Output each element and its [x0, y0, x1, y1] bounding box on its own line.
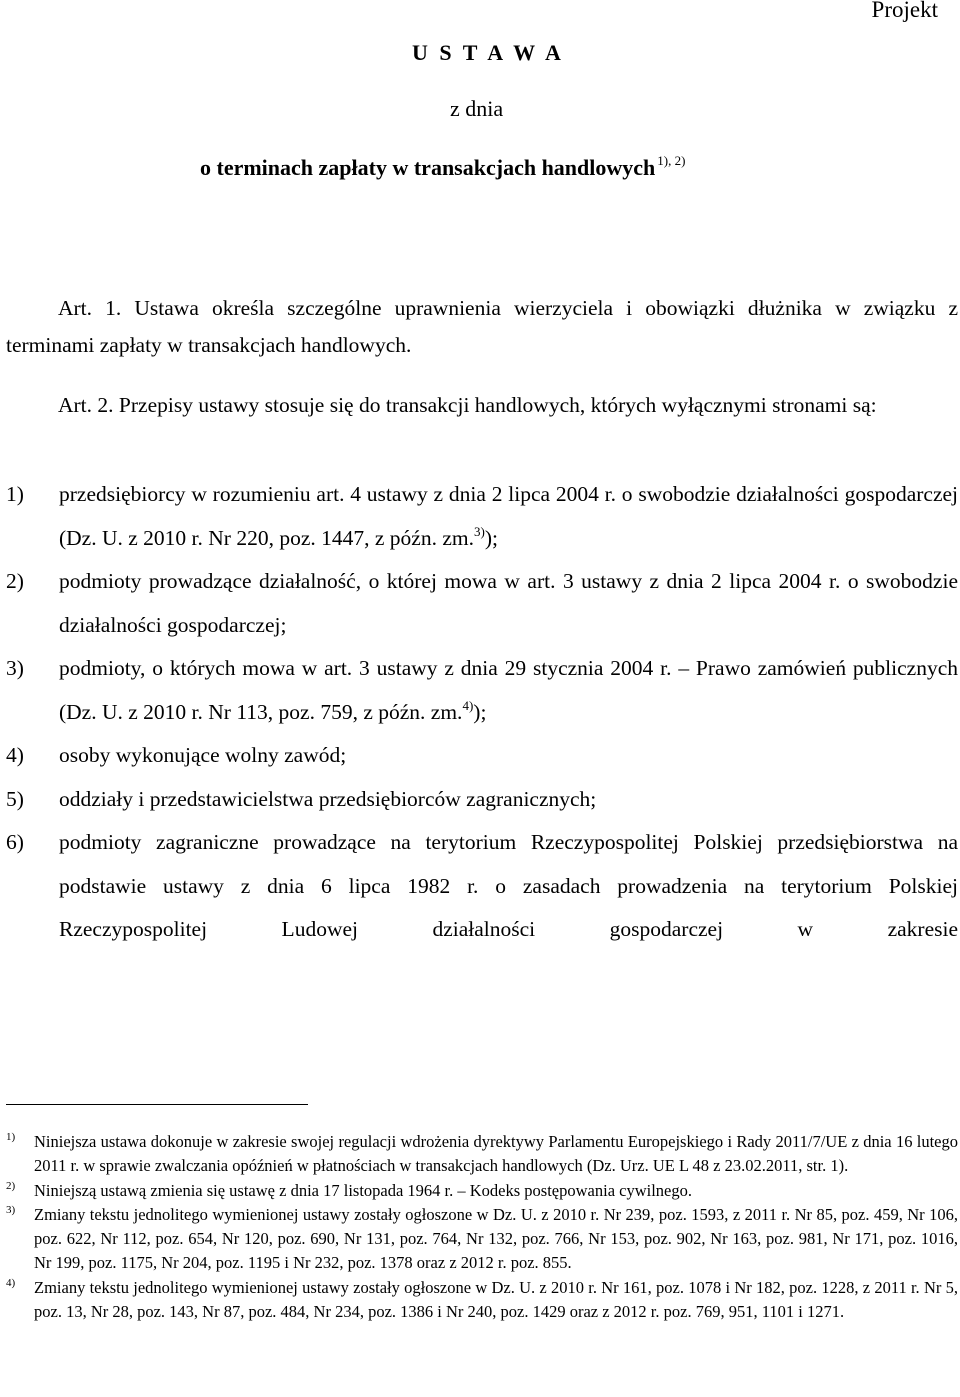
projekt-label: Projekt — [871, 0, 938, 22]
list-item-text — [59, 647, 958, 734]
subject-footnote-refs: 1), 2) — [657, 153, 686, 168]
footnotes — [6, 1130, 958, 1324]
footnote-text: Zmiany tekstu jednolitego wymienionej ustawy zostały ogłoszone w Dz. U. z 2010 r. Nr 161, poz. 1078 i Nr 182, poz. 1228, z 2011 r. Nr 5, poz. 13, Nr 28, poz. 143, Nr 87, poz. 484, Nr 234, poz. 1386 i Nr 240, poz. 1429 oraz z 2012 r. poz. 769, 951, 1101 i 1271. — [34, 1277, 958, 1322]
document-subject — [200, 153, 685, 181]
list-item-text: podmioty zagraniczne prowadzące na terytorium Rzeczypospolitej Polskiej przedsiębiorstwa na podstawie ustawy z dnia 6 lipca 1982 r. o zasadach prowadzenia na terytorium Polskiej Rzeczypospolitej Ludowej działalności gospodarczej w zakresie — [59, 830, 958, 941]
list-item — [6, 778, 958, 822]
subject-text: o terminach zapłaty w transakcjach handlowych — [200, 155, 656, 180]
list-item — [6, 473, 958, 560]
article-2-text: Art. 2. Przepisy ustawy stosuje się do transakcji handlowych, których wyłącznymi stronami są: — [58, 393, 877, 417]
list-item — [6, 734, 958, 778]
footnote-mark: 2) — [6, 1179, 16, 1192]
footnote-text: Niniejszą ustawą zmienia się ustawę z dnia 17 listopada 1964 r. – Kodeks postępowania cywilnego. — [34, 1180, 693, 1200]
footnote — [6, 1203, 958, 1276]
list-item — [6, 821, 958, 952]
list-item-text: oddziały i przedstawicielstwa przedsiębiorców zagranicznych; — [59, 786, 597, 811]
list-item-text: osoby wykonujące wolny zawód; — [59, 743, 347, 767]
list-item — [6, 560, 958, 647]
list-item-number: 1) — [6, 482, 24, 506]
footnote-ref: 3) — [473, 523, 485, 539]
article-2 — [6, 387, 958, 424]
footnote-mark: 4) — [6, 1276, 16, 1289]
list-item-number: 6) — [6, 830, 24, 854]
document-title: U S T A W A — [412, 40, 564, 65]
date-line: z dnia — [450, 96, 504, 121]
footnote-text: Niniejsza ustawa dokonuje w zakresie swojej regulacji wdrożenia dyrektywy Parlamentu Europejskiego i Rady 2011/7/UE z dnia 16 lutego 2011 r. w sprawie zwalczania opóźnień w płatnościach w transakcjach handlowych (Dz. Urz. UE L 48 z 23.02.2011, str. 1). — [34, 1132, 958, 1176]
footnote-separator — [6, 1104, 308, 1105]
list-item-text — [59, 473, 958, 560]
list-item — [6, 647, 958, 734]
list-item-number: 4) — [6, 743, 24, 767]
footnote — [6, 1130, 958, 1179]
article-2-list — [6, 473, 958, 952]
footnote — [6, 1276, 958, 1325]
list-item-body: przedsiębiorcy w rozumieniu art. 4 ustawy z dnia 2 lipca 2004 r. o swobodzie działalności gospodarczej (Dz. U. z 2010 r. Nr 220, poz. 1447, z późn. zm. — [59, 482, 958, 550]
list-item-number: 5) — [6, 786, 24, 811]
list-item-text: podmioty prowadzące działalność, o której mowa w art. 3 ustawy z dnia 2 lipca 2004 r. o swobodzie działalności gospodarczej; — [59, 569, 958, 637]
list-item-tail: ); — [473, 699, 487, 724]
list-item-number: 2) — [6, 569, 24, 593]
footnote-mark: 3) — [6, 1203, 16, 1216]
footnote-mark: 1) — [6, 1131, 16, 1143]
footnote — [6, 1179, 958, 1203]
footnote-text: Zmiany tekstu jednolitego wymienionej ustawy zostały ogłoszone w Dz. U. z 2010 r. Nr 239, poz. 1593, z 2011 r. Nr 85, poz. 459, Nr 106, poz. 622, Nr 112, poz. 654, Nr 120, poz. 690, Nr 131, poz. 764, Nr 132, poz. 766, Nr 153, poz. 902, Nr 163, poz. 981, Nr 171, poz. 1016, Nr 199, poz. 1175, Nr 204, poz. 1195 i Nr 232, poz. 1378 oraz z 2012 r. poz. 855. — [34, 1204, 958, 1273]
list-item-body: podmioty, o których mowa w art. 3 ustawy z dnia 29 stycznia 2004 r. – Prawo zamówień publicznych (Dz. U. z 2010 r. Nr 113, poz. 759, z późn. zm. — [59, 656, 958, 724]
footnote-ref: 4) — [462, 697, 474, 713]
article-1-text: Art. 1. Ustawa określa szczególne uprawnienia wierzyciela i obowiązki dłużnika w związku z terminami zapłaty w transakcjach handlowych. — [6, 296, 958, 357]
article-1 — [6, 290, 958, 364]
list-item-tail: ); — [484, 525, 498, 550]
list-item-number: 3) — [6, 656, 24, 680]
